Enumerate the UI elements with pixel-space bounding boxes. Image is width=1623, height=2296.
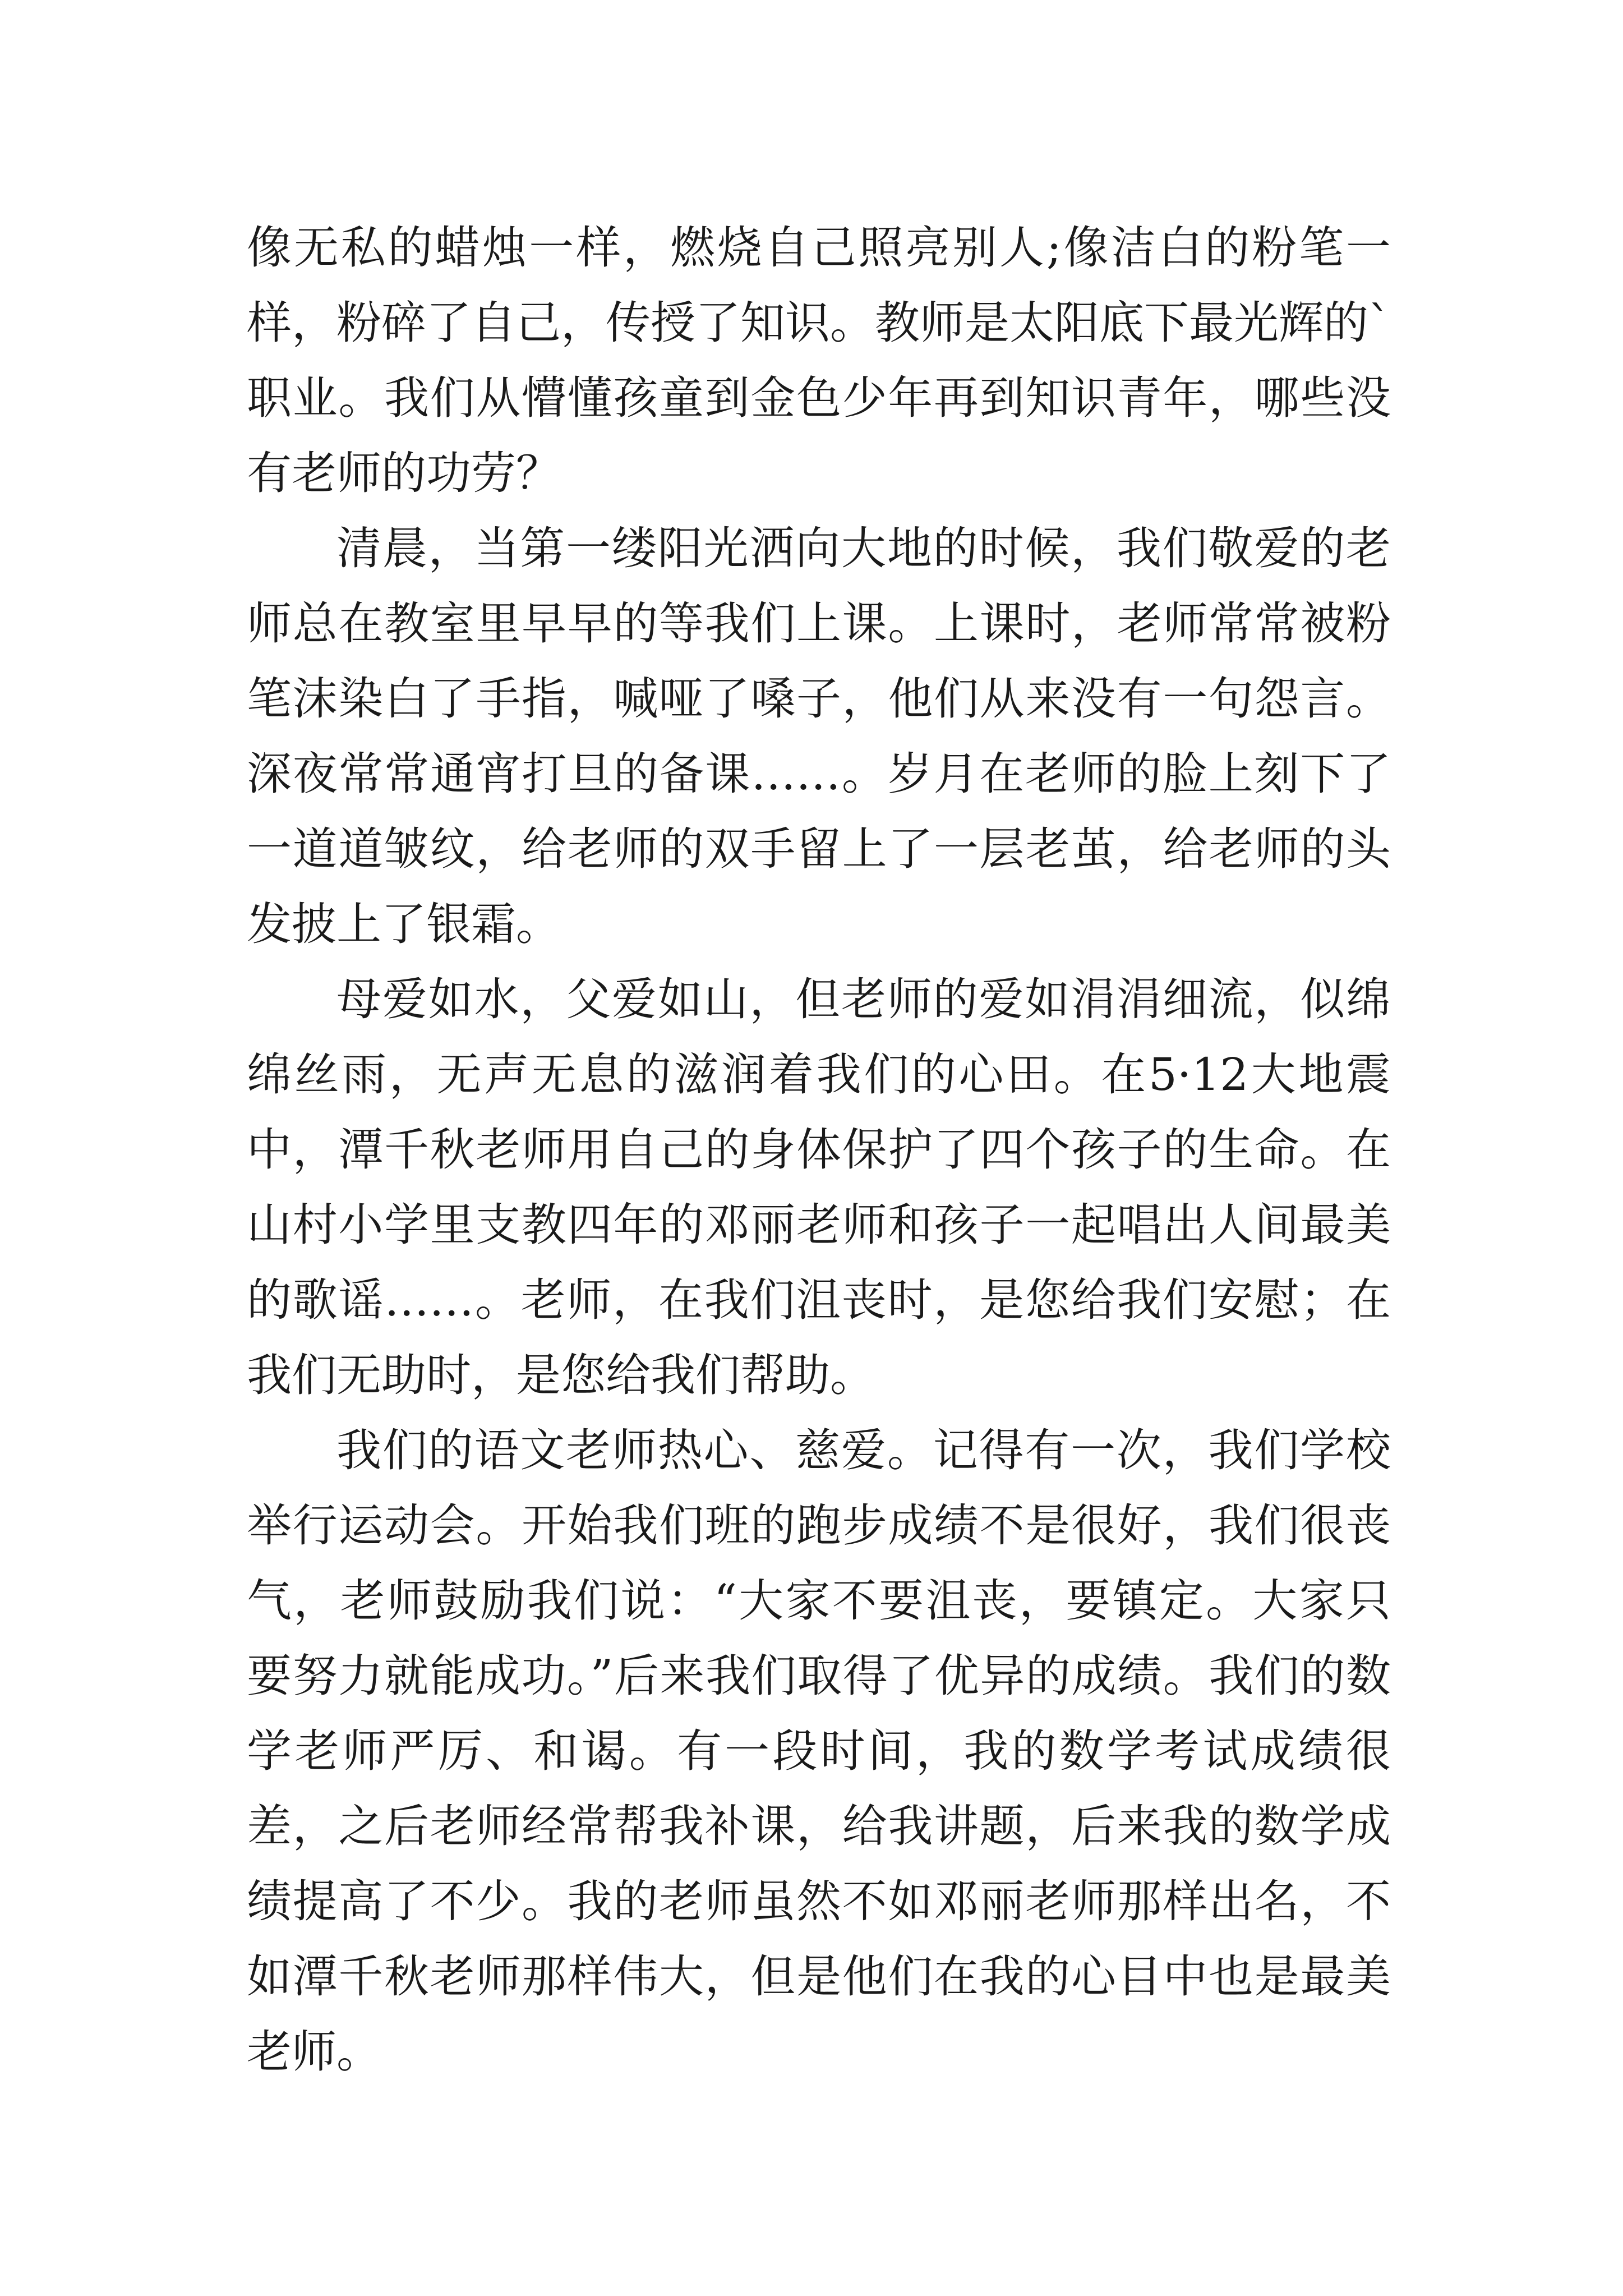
paragraph-1: 像无私的蜡烛一样，燃烧自己照亮别人;像洁白的粉笔一样，粉碎了自己，传授了知识。教师是太阳底下最光辉的`职业。我们从懵懂孩童到金色少年再到知识青年，哪些没有老师的功劳？	[247, 222, 1391, 499]
paragraph-4: 我们的语文老师热心、慈爱。记得有一次，我们学校举行运动会。开始我们班的跑步成绩不是很好，我们很丧气，老师鼓励我们说：“大家不要沮丧，要镇定。大家只要努力就能成功。”后来我们取得了优异的成绩。我们的数学老师严厉、和谒。有一段时间，我的数学考试成绩很差，之后老师经常帮我补课，给我讲题，后来我的数学成绩提高了不少。我的老师虽然不如邓丽老师那样出名，不如潭千秋老师那样伟大，但是他们在我的心目中也是最美老师。	[247, 1424, 1391, 2078]
document-body	[247, 210, 1391, 2090]
paragraph-3: 母爱如水，父爱如山，但老师的爱如涓涓细流，似绵绵丝雨，无声无息的滋润着我们的心田。在5·12大地震中，潭千秋老师用自己的身体保护了四个孩子的生命。在山村小学里支教四年的邓丽老师和孩子一起唱出人间最美的歌谣……。老师，在我们沮丧时，是您给我们安慰；在我们无助时，是您给我们帮助。	[247, 973, 1391, 1401]
paragraph-2: 清晨，当第一缕阳光洒向大地的时候，我们敬爱的老师总在教室里早早的等我们上课。上课时，老师常常被粉笔沫染白了手指，喊哑了嗓子，他们从来没有一句怨言。深夜常常通宵打旦的备课……。岁月在老师的脸上刻下了一道道皱纹，给老师的双手留上了一层老茧，给老师的头发披上了银霜。	[247, 522, 1391, 950]
